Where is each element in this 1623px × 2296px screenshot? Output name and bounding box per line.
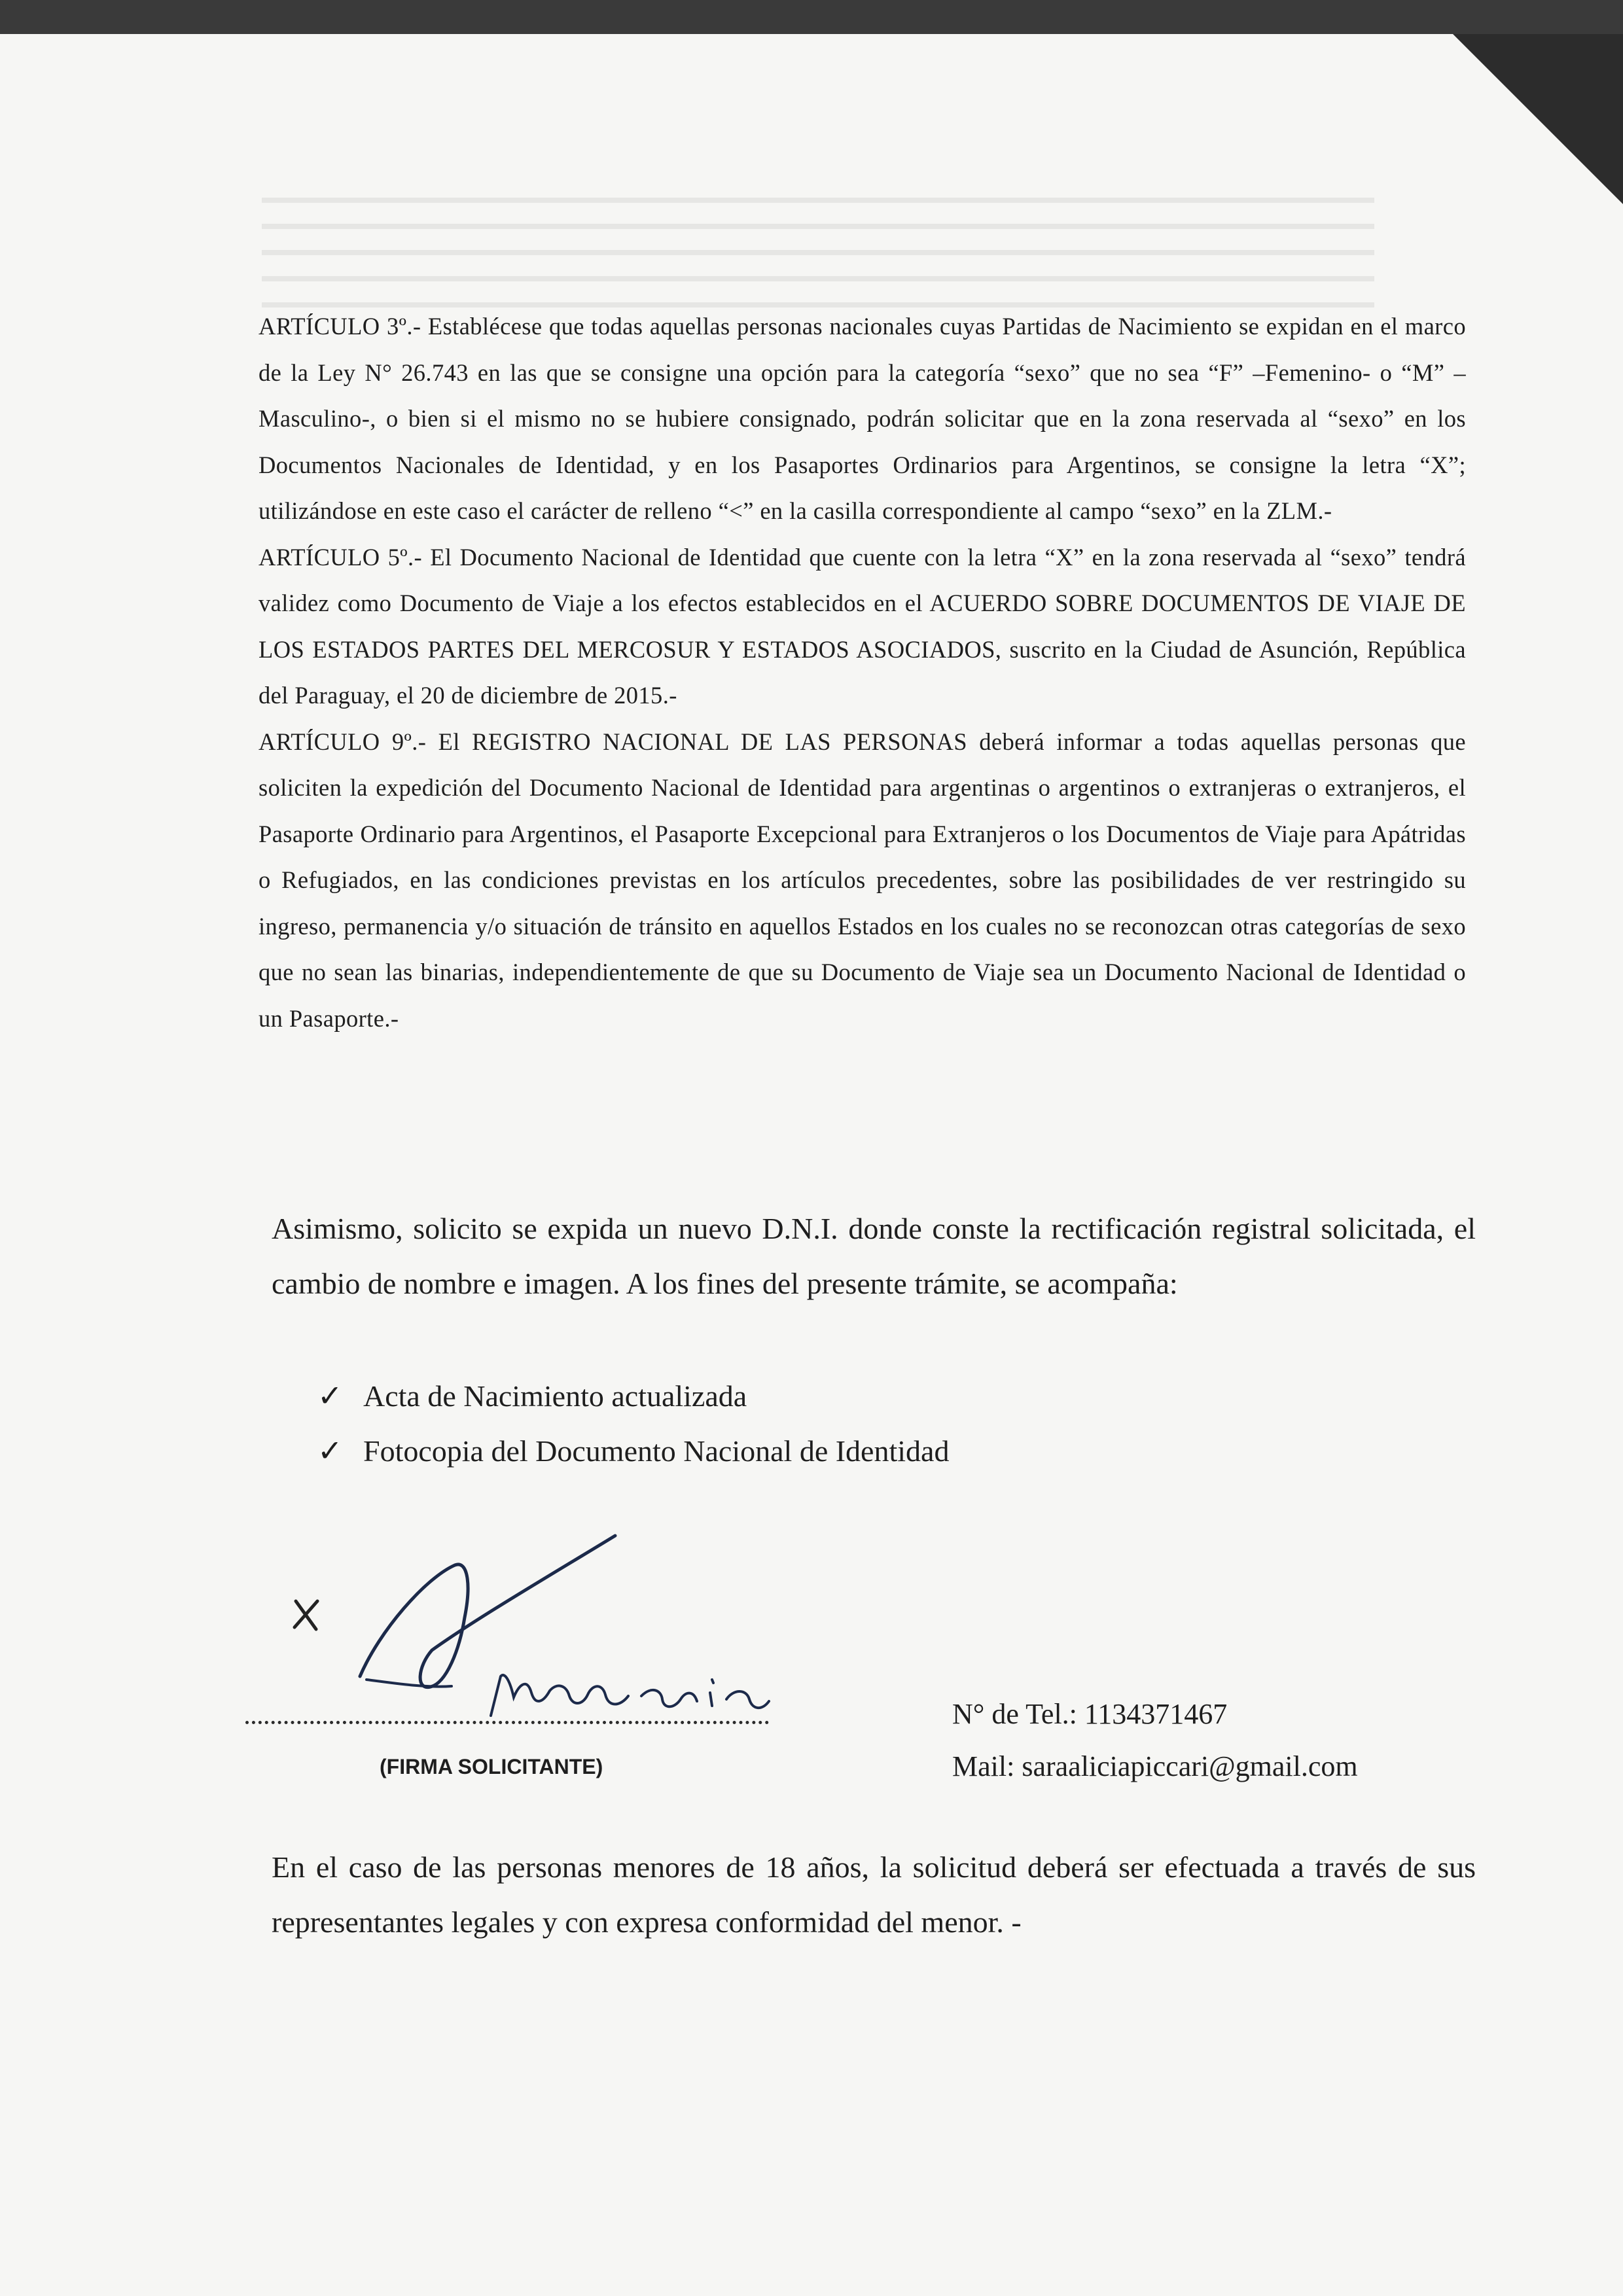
show-through-text: [262, 198, 1374, 315]
article-text: 9º.- El REGISTRO NACIONAL DE LAS PERSONAS deberá informar a todas aquellas personas que soliciten la expedición del Documento Nacional de Identidad para argentinas o argentinos o extranjeras o extranjeros, el Pasaporte Ordinario para Argentinos, el Pasaporte Excepcional para Extranjeros o los Documentos de Viaje para Apátridas o Refugiados, en las condiciones previstas en los artículos precedentes, sobre las posibilidades de ver restringido su ingreso, permanencia y/o situación de tránsito en aquellos Estados en los cuales no se reconozcan otras categorías de sexo que no sean las binarias, independientemente de que su Documento de Viaje sea un Documento Nacional de Identidad o un Pasaporte.-: [259, 728, 1466, 1032]
contact-block: [952, 1688, 1358, 1793]
attachments-list: [317, 1369, 949, 1479]
list-item: [317, 1424, 949, 1479]
email-address: Mail: saraaliciapiccari@gmail.com: [952, 1750, 1358, 1782]
article-3: [259, 304, 1466, 535]
signature: [275, 1519, 812, 1735]
phone-number: N° de Tel.: 1134371467: [952, 1698, 1228, 1730]
attachment-label: Acta de Nacimiento actualizada: [363, 1379, 747, 1413]
attachment-label: Fotocopia del Documento Nacional de Identidad: [363, 1434, 950, 1468]
article-5: [259, 535, 1466, 719]
checkmark-icon: ✓: [317, 1379, 343, 1413]
articles-section: [259, 304, 1466, 1042]
article-lead: ARTÍCULO: [259, 543, 380, 571]
list-item: [317, 1369, 949, 1424]
page-fold-corner: [1453, 34, 1623, 204]
article-text: 3º.- Establécese que todas aquellas personas nacionales cuyas Partidas de Nacimiento se expidan en el marco de la Ley N° 26.743 en las que se consigne una opción para la categoría “sexo” que no sea “F” –Femenino- o “M” –Masculino-, o bien si el mismo no se hubiere consignado, podrán solicitar que en la zona reservada al “sexo” en los Documentos Nacionales de Identidad, y en los Pasaportes Ordinarios para Argentinos, se consigne la letra “X”; utilizándose en este caso el carácter de relleno “<” en la casilla correspondiente al campo “sexo” en la ZLM.-: [259, 313, 1466, 524]
request-paragraph: Asimismo, solicito se expida un nuevo D.N.I. donde conste la rectificación registral solicitada, el cambio de nombre e imagen. A los fines del presente trámite, se acompaña:: [272, 1212, 1476, 1300]
article-lead: ARTÍCULO: [259, 313, 380, 340]
article-9: [259, 719, 1466, 1042]
document-page: [0, 34, 1623, 2296]
signature-line: [245, 1721, 769, 1724]
minors-note: En el caso de las personas menores de 18 años, la solicitud deberá ser efectuada a través de sus representantes legales y con expresa conformidad del menor. -: [272, 1850, 1476, 1939]
article-lead: ARTÍCULO: [259, 728, 380, 755]
article-text: 5º.- El Documento Nacional de Identidad que cuente con la letra “X” en la zona reservada al “sexo” tendrá validez como Documento de Viaje a los efectos establecidos en el ACUERDO SOBRE DOCUMENTOS DE VIAJE DE LOS ESTADOS PARTES DEL MERCOSUR Y ESTADOS ASOCIADOS, suscrito en la Ciudad de Asunción, República del Paraguay, el 20 de diciembre de 2015.-: [259, 543, 1466, 709]
checkmark-icon: ✓: [317, 1434, 343, 1468]
signature-label: (FIRMA SOLICITANTE): [380, 1755, 603, 1778]
